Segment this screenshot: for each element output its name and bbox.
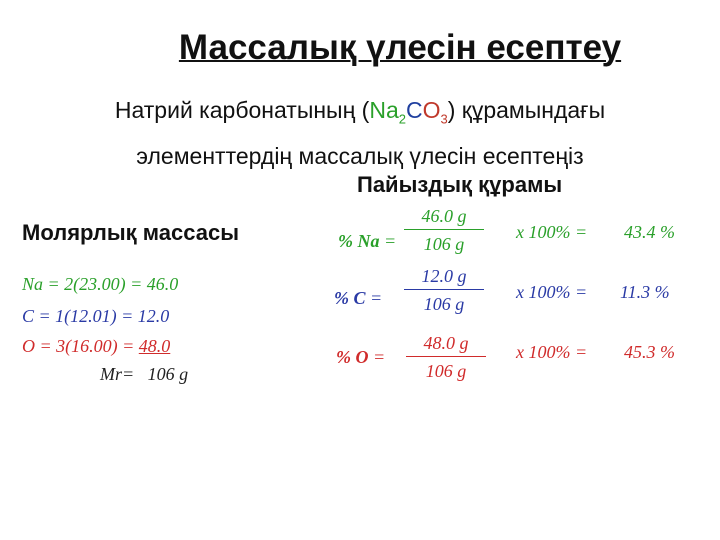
page-title: Массалық үлесін есептеу	[178, 28, 622, 67]
percent-na-fraction: $\frac{46.0 g}{106 g}$	[404, 206, 484, 255]
percent-o-result: 45.3 %	[624, 342, 675, 362]
percent-c-label: % C =	[334, 288, 383, 308]
problem-statement	[40, 92, 680, 174]
molar-line-na: Na = 2(23.00) = 46.0	[22, 274, 179, 294]
problem-line-1: Натрий карбонатының $(Na_2CO_3)$ құрамындағы	[114, 97, 606, 127]
percent-o-fraction: $\frac{48.0 g}{106 g}$	[406, 333, 486, 382]
molar-line-o: O = 3(16.00) = 48.0	[22, 336, 171, 356]
percent-na-label: % Na =	[338, 231, 397, 251]
molar-mass-heading: Молярлық массасы	[22, 220, 240, 245]
percent-na-result: 43.4 %	[624, 222, 675, 242]
percent-c-fraction: $\frac{12.0 g}{106 g}$	[404, 266, 484, 315]
molar-total: Mr= 106 g	[100, 364, 189, 384]
molar-line-c: C = 1(12.01) = 12.0	[22, 306, 170, 326]
percent-c-times: x 100% =	[516, 282, 588, 302]
problem-line-2: элементтердің массалық үлесін есептеңіз	[136, 142, 584, 169]
percent-composition-heading: Пайыздық құрамы	[357, 172, 563, 197]
percent-o-label: % O =	[336, 347, 386, 367]
percent-o-times: x 100% =	[516, 342, 588, 362]
percent-na-times: x 100% =	[516, 222, 588, 242]
percent-c-result: 11.3 %	[620, 282, 670, 302]
